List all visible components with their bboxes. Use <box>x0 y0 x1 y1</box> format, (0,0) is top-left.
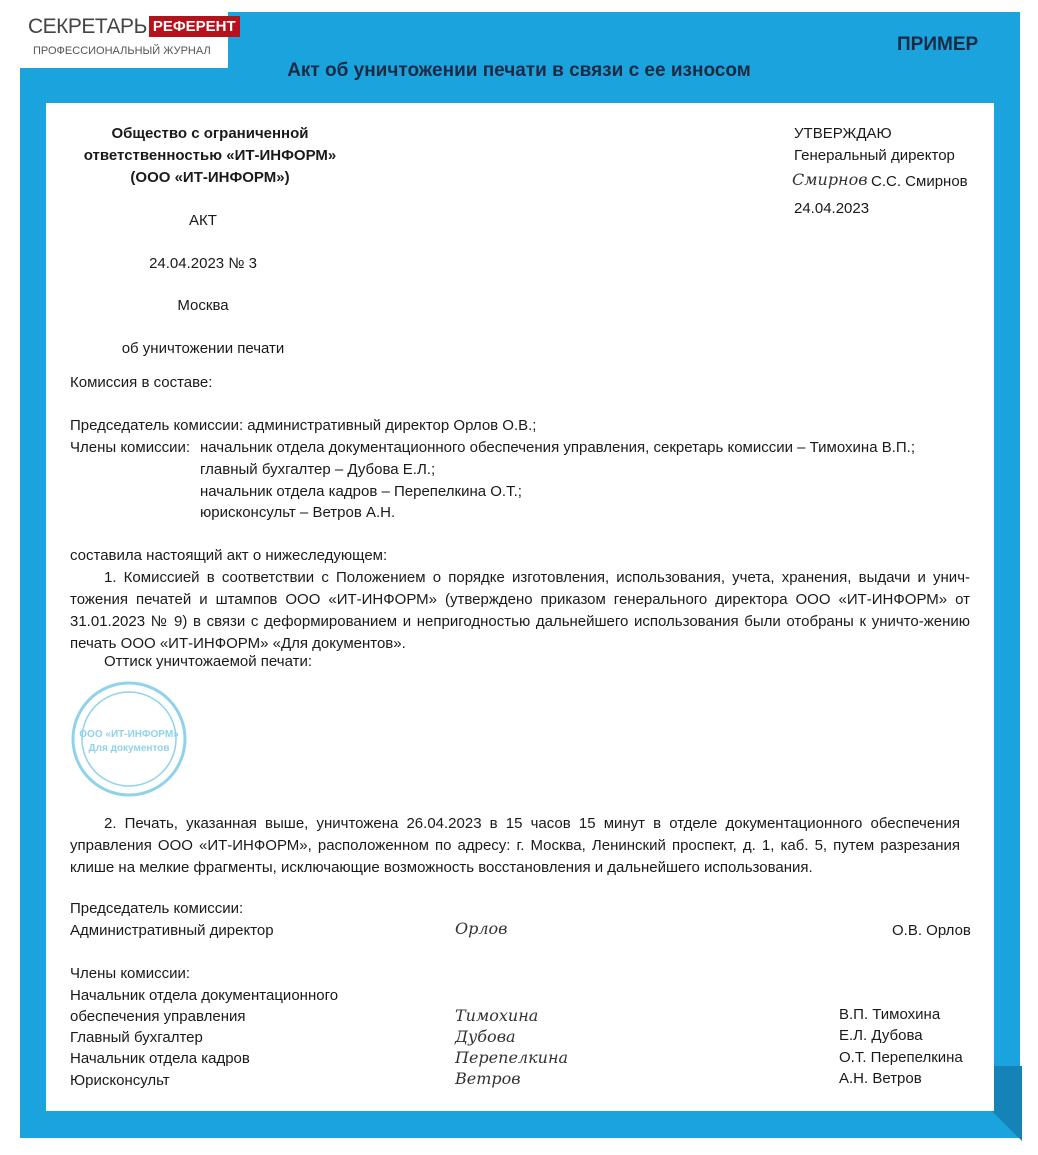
commission-members-label: Члены комиссии: <box>70 439 191 456</box>
act-date-number: 24.04.2023 № 3 <box>149 255 257 272</box>
sign-member-position: Начальник отдела документационного <box>70 987 339 1004</box>
paragraph-1: 1. Комиссией в соответствии с Положением о порядке изготовления, использования, учета, хранения, выдачи и унич-тожения печатей и штампов ООО «ИТ-ИНФОРМ» (утверждено приказом генерального директора ООО «ИТ-ИНФОРМ» от 31.01.2023 № 9) в связи с деформированием и непригодностью дальнейшего использования были отобраны к уничто-жению печать ООО «ИТ-ИНФОРМ» «Для документов». <box>70 569 970 652</box>
sign-chair-position: Административный директор <box>70 922 274 939</box>
commission-member: начальник отдела кадров – Перепелкина О.Т.; <box>200 483 522 500</box>
sign-member-name: А.Н. Ветров <box>839 1070 922 1087</box>
sign-chair-name: О.В. Орлов <box>892 922 971 939</box>
stamp-line1: ООО «ИТ-ИНФОРМ» <box>79 729 179 740</box>
act-subject: об уничтожении печати <box>121 340 285 357</box>
seal-stamp <box>70 680 188 803</box>
commission-member: начальник отдела документационного обеспечения управления, секретарь комиссии – Тимохина В.П.; <box>200 439 915 456</box>
sign-chair-label: Председатель комиссии: <box>70 900 244 917</box>
commission-chair: Председатель комиссии: административный директор Орлов О.В.; <box>70 417 537 434</box>
sign-member-name: Е.Л. Дубова <box>839 1027 923 1044</box>
approve-title: УТВЕРЖДАЮ <box>794 125 892 142</box>
imprint-label: Оттиск уничтожаемой печати: <box>104 653 313 670</box>
act-type: АКТ <box>189 212 217 229</box>
sign-member-name: О.Т. Перепелкина <box>839 1049 963 1066</box>
commission-member: юрисконсульт – Ветров А.Н. <box>200 504 396 521</box>
approve-signature: Смирнов <box>792 170 868 189</box>
sign-member-name: В.П. Тимохина <box>839 1006 941 1023</box>
org-name-line3: (ООО «ИТ-ИНФОРМ») <box>130 169 290 186</box>
org-name-line1: Общество с ограниченной <box>111 125 309 142</box>
commission-member: главный бухгалтер – Дубова Е.Л.; <box>200 461 436 478</box>
example-label: ПРИМЕР <box>897 34 979 55</box>
logo-title: СЕКРЕТАРЬ РЕФЕРЕНТ <box>28 15 240 39</box>
logo-subtitle: ПРОФЕССИОНАЛЬНЫЙ ЖУРНАЛ <box>33 45 211 57</box>
composed-text: составила настоящий акт о нижеследующем: <box>70 547 388 564</box>
paragraph-2: 2. Печать, указанная выше, уничтожена 26.04.2023 в 15 часов 15 минут в отделе документационного обеспечения управления ООО «ИТ-ИНФОРМ», расположенном по адресу: г. Москва, Ленинский проспект, д. 1, каб. 5, путем разрезания клише на мелкие фрагменты, исключающие возможность восстановления и дальнейшего использования. <box>70 815 960 876</box>
sign-member-position: обеспечения управления <box>70 1008 246 1025</box>
sign-member-signature: Дубова <box>455 1027 516 1046</box>
org-name-line2: ответственностью «ИТ-ИНФОРМ» <box>83 147 337 164</box>
approve-date: 24.04.2023 <box>794 200 870 217</box>
sign-member-position: Юрисконсульт <box>70 1072 170 1089</box>
sign-chair-signature: Орлов <box>455 919 508 938</box>
sign-member-position: Главный бухгалтер <box>70 1029 203 1046</box>
stamp-line2: Для документов <box>88 743 170 754</box>
approve-position: Генеральный директор <box>794 147 955 164</box>
sign-member-signature: Тимохина <box>455 1006 539 1025</box>
sign-member-position: Начальник отдела кадров <box>70 1050 250 1067</box>
act-city: Москва <box>177 297 229 314</box>
sign-members-label: Члены комиссии: <box>70 965 191 982</box>
commission-intro: Комиссия в составе: <box>70 374 213 391</box>
sign-member-signature: Перепелкина <box>455 1048 569 1067</box>
page-title: Акт об уничтожении печати в связи с ее износом <box>287 60 751 81</box>
sign-member-signature: Ветров <box>455 1069 521 1088</box>
approve-name: С.С. Смирнов <box>871 173 968 190</box>
logo-accent: РЕФЕРЕНТ <box>149 16 240 37</box>
